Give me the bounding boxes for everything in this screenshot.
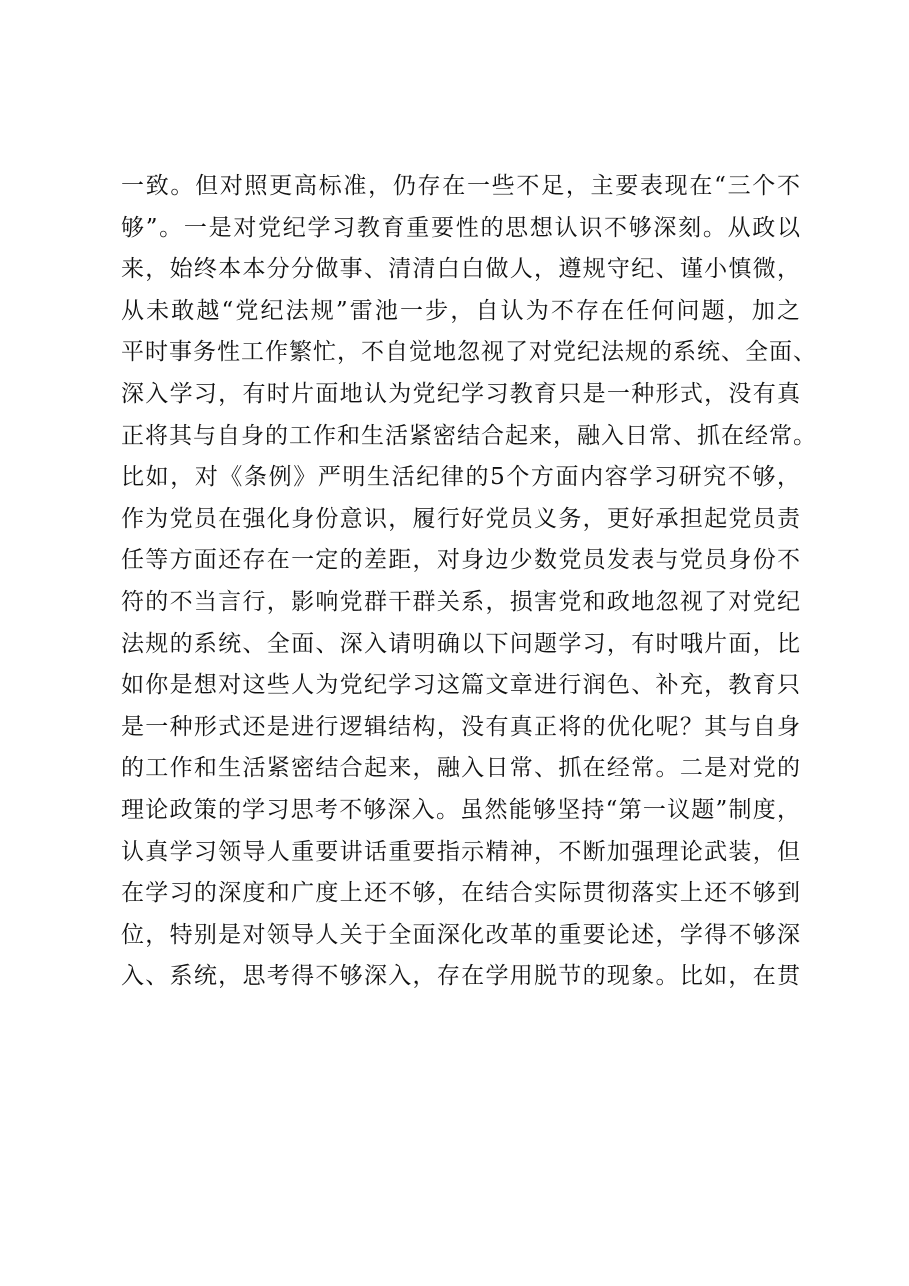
text-line: 如你是想对这些人为党纪学习这篇文章进行润色、补充，教育只 <box>121 672 801 699</box>
text-line: 理论政策的学习思考不够深入。虽然能够坚持“第一议题”制度， <box>121 796 801 823</box>
text-line: 平时事务性工作繁忙，不自觉地忽视了对党纪法规的系统、全面、 <box>121 339 817 366</box>
text-line: 比如，对《条例》严明生活纪律的5个方面内容学习研究不够， <box>121 464 801 491</box>
text-line: 作为党员在强化身份意识，履行好党员义务，更好承担起党员责 <box>121 505 801 532</box>
text-line: 认真学习领导人重要讲话重要指示精神，不断加强理论武装，但 <box>121 838 801 865</box>
text-line: 在学习的深度和广度上还不够，在结合实际贯彻落实上还不够到 <box>121 880 801 907</box>
text-line: 法规的系统、全面、深入请明确以下问题学习，有时哦片面，比 <box>121 630 801 657</box>
text-line: 深入学习，有时片面地认为党纪学习教育只是一种形式，没有真 <box>121 380 801 407</box>
text-line: 是一种形式还是进行逻辑结构，没有真正将的优化呢？其与自身 <box>121 713 801 740</box>
text-line: 来，始终本本分分做事、清清白白做人，遵规守纪、谨小慎微， <box>121 256 801 283</box>
text-line: 一致。但对照更高标准，仍存在一些不足，主要表现在“三个不 <box>121 173 801 199</box>
text-line: 入、系统，思考得不够深入，存在学用脱节的现象。比如，在贯 <box>121 963 801 990</box>
text-line: 符的不当言行，影响党群干群关系，损害党和政地忽视了对党纪 <box>121 588 801 615</box>
text-line: 够”。一是对党纪学习教育重要性的思想认识不够深刻。从政以 <box>121 214 801 241</box>
text-line: 从未敢越“党纪法规”雷池一步，自认为不存在任何问题，加之 <box>121 297 801 324</box>
text-line: 任等方面还存在一定的差距，对身边少数党员发表与党员身份不 <box>121 547 801 574</box>
body-text <box>121 166 817 998</box>
text-line: 正将其与自身的工作和生活紧密结合起来，融入日常、抓在经常。 <box>121 422 817 449</box>
text-line: 的工作和生活紧密结合起来，融入日常、抓在经常。二是对党的 <box>121 755 801 782</box>
text-line: 位，特别是对领导人关于全面深化改革的重要论述，学得不够深 <box>121 921 801 948</box>
